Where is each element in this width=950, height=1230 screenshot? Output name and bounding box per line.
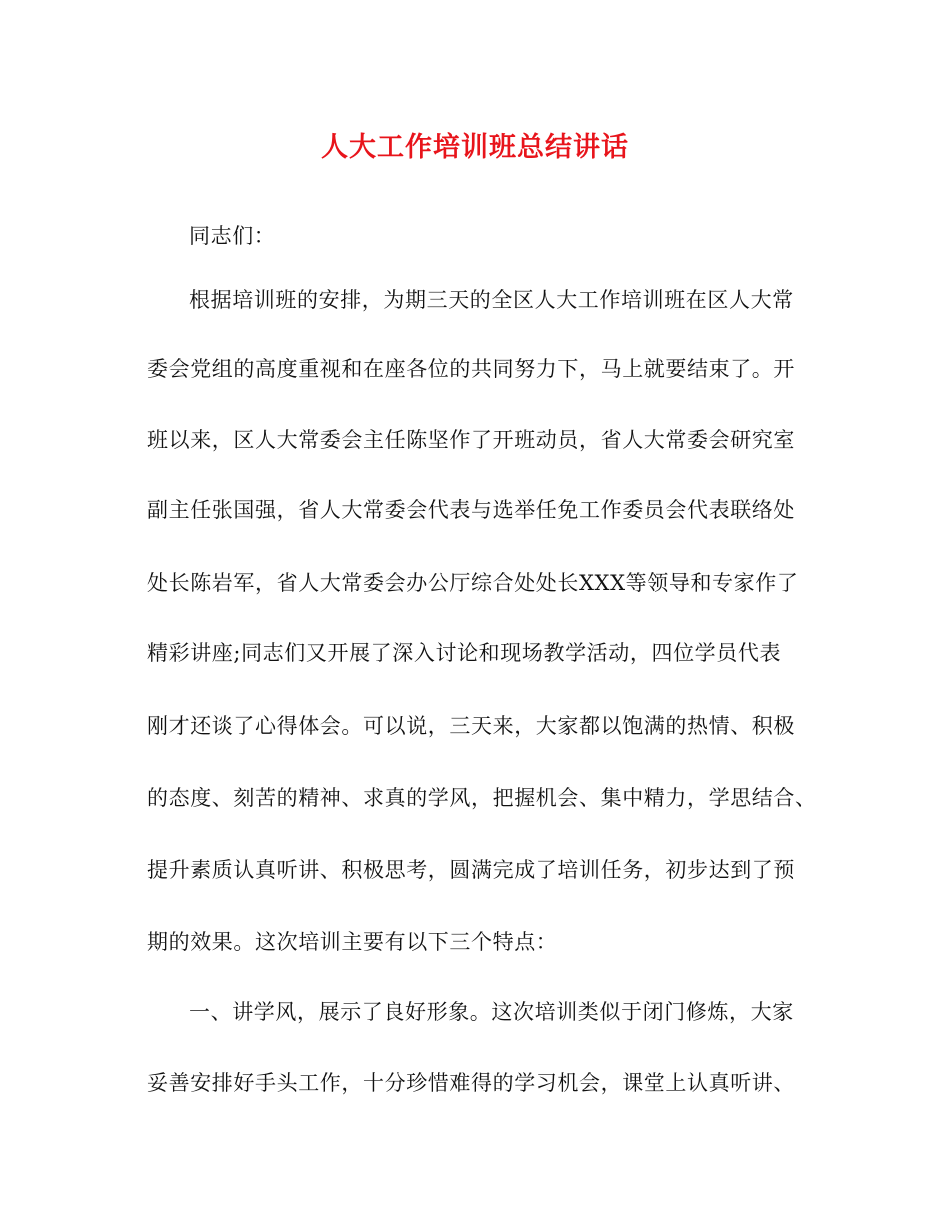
paragraph-line: 班以来，区人大常委会主任陈坚作了开班动员，省人大常委会研究室 <box>147 428 795 452</box>
paragraph-line: 一、讲学风，展示了良好形象。这次培训类似于闭门修炼，大家 <box>189 1000 794 1024</box>
salutation: 同志们： <box>189 224 276 248</box>
paragraph-line: 提升素质认真听讲、积极思考，圆满完成了培训任务，初步达到了预 <box>147 858 795 882</box>
paragraph-line: 精彩讲座;同志们又开展了深入讨论和现场教学活动，四位学员代表 <box>147 641 782 665</box>
document-title: 人大工作培训班总结讲话 <box>321 132 629 163</box>
paragraph-line: 根据培训班的安排，为期三天的全区人大工作培训班在区人大常 <box>189 288 794 312</box>
paragraph-line: 处长陈岩军，省人大常委会办公厅综合处处长XXX等领导和专家作了 <box>147 571 799 595</box>
paragraph-line: 期的效果。这次培训主要有以下三个特点： <box>147 930 558 954</box>
paragraph-line: 刚才还谈了心得体会。可以说，三天来，大家都以饱满的热情、积极 <box>147 714 795 738</box>
paragraph-line: 委会党组的高度重视和在座各位的共同努力下，马上就要结束了。开 <box>147 357 795 381</box>
paragraph-line: 妥善安排好手头工作，十分珍惜难得的学习机会，课堂上认真听讲、 <box>147 1071 795 1095</box>
paragraph-line: 的态度、刻苦的精神、求真的学风，把握机会、集中精力，学思结合、 <box>147 786 817 810</box>
paragraph-line: 副主任张国强，省人大常委会代表与选举任免工作委员会代表联络处 <box>147 498 795 522</box>
